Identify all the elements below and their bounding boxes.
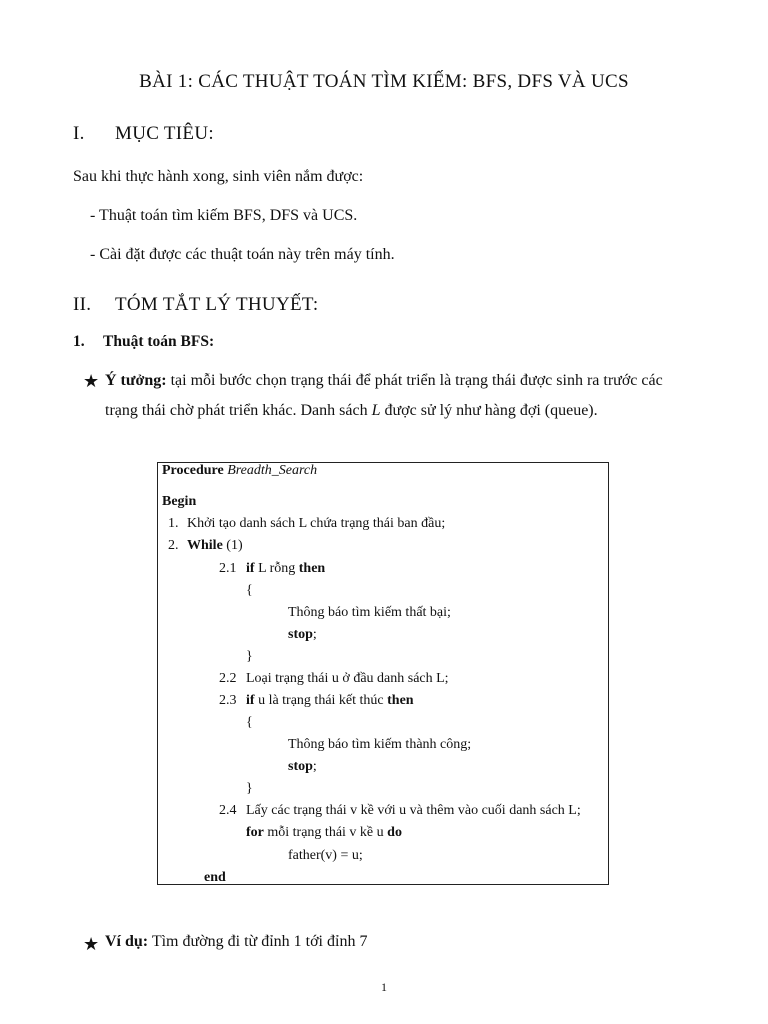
example-text: Tìm đường đi từ đỉnh 1 tới đỉnh 7 bbox=[148, 933, 368, 950]
objective-item: - Thuật toán tìm kiếm BFS, DFS và UCS. bbox=[90, 207, 358, 224]
idea-label: Ý tưởng: bbox=[105, 372, 167, 389]
section-heading-objectives bbox=[73, 123, 214, 145]
code-text: u là trạng thái kết thúc bbox=[254, 693, 388, 708]
code-line-number: 2.2 bbox=[219, 671, 237, 686]
keyword: if bbox=[246, 561, 255, 576]
section-title: TÓM TẮT LÝ THUYẾT: bbox=[115, 294, 319, 315]
code-brace-close: } bbox=[246, 649, 253, 664]
code-line-for bbox=[246, 825, 402, 841]
example-label: Ví dụ: bbox=[105, 933, 149, 950]
code-line-number: 1. bbox=[168, 516, 179, 531]
keyword: for bbox=[246, 825, 264, 840]
code-line-end bbox=[204, 870, 226, 886]
keyword: stop bbox=[288, 627, 313, 642]
subsection-title: Thuật toán BFS: bbox=[103, 333, 215, 350]
keyword: end bbox=[204, 870, 226, 885]
code-line-stop bbox=[288, 759, 317, 775]
keyword: then bbox=[298, 561, 326, 576]
code-text: mỗi trạng thái v kề u bbox=[263, 825, 388, 840]
code-brace-open: { bbox=[246, 583, 253, 598]
code-line-remove-state: Loại trạng thái u ở đầu danh sách L; bbox=[246, 671, 449, 686]
idea-variable: L bbox=[371, 401, 381, 419]
page-title: BÀI 1: CÁC THUẬT TOÁN TÌM KIẾM: BFS, DFS VÀ UCS bbox=[139, 71, 629, 92]
keyword: stop bbox=[288, 759, 313, 774]
section-number: II. bbox=[73, 294, 92, 315]
star-bullet-icon: ★ bbox=[83, 371, 100, 391]
code-line-father: father(v) = u; bbox=[288, 848, 363, 863]
code-text: ; bbox=[312, 759, 317, 774]
idea-text: tại mỗi bước chọn trạng thái để phát triển là trạng thái được sinh ra trước các trạng thái chờ phát triển khác. Danh sách bbox=[105, 372, 663, 419]
idea-paragraph bbox=[105, 366, 695, 425]
code-line-stop bbox=[288, 627, 317, 643]
keyword: Begin bbox=[162, 494, 197, 509]
code-line-begin bbox=[162, 494, 196, 510]
code-brace-close: } bbox=[246, 781, 253, 796]
code-text: ; bbox=[312, 627, 317, 642]
code-line-number: 2.3 bbox=[219, 693, 237, 708]
code-line-procedure bbox=[162, 463, 317, 479]
objective-item: - Cài đặt được các thuật toán này trên máy tính. bbox=[90, 246, 395, 263]
code-line-number: 2.1 bbox=[219, 561, 237, 576]
code-line-fail-message: Thông báo tìm kiếm thất bại; bbox=[288, 605, 451, 620]
section-number: I. bbox=[73, 123, 85, 144]
section-heading-theory bbox=[73, 294, 318, 316]
code-line-number: 2. bbox=[168, 538, 179, 553]
idea-text: được sử lý như hàng đợi (queue). bbox=[380, 401, 598, 419]
code-line-if-empty bbox=[246, 561, 325, 577]
example-paragraph bbox=[105, 933, 367, 951]
keyword: Procedure bbox=[162, 463, 224, 478]
code-line-expand: Lấy các trạng thái v kề với u và thêm vào cuối danh sách L; bbox=[246, 803, 581, 818]
code-line-number: 2.4 bbox=[219, 803, 237, 818]
code-text: L rỗng bbox=[254, 561, 299, 576]
subsection-heading-bfs bbox=[73, 333, 214, 351]
pseudocode-box bbox=[157, 462, 609, 885]
keyword: While bbox=[187, 538, 223, 553]
objectives-intro: Sau khi thực hành xong, sinh viên nắm được: bbox=[73, 168, 364, 185]
section-title: MỤC TIÊU: bbox=[115, 123, 214, 144]
keyword: if bbox=[246, 693, 255, 708]
code-line-while bbox=[187, 538, 243, 554]
page-number: 1 bbox=[381, 980, 387, 994]
keyword: do bbox=[387, 825, 402, 840]
code-line-text: Khởi tạo danh sách L chứa trạng thái ban đầu; bbox=[187, 516, 446, 531]
procedure-name: Breadth_Search bbox=[223, 463, 318, 478]
code-line-success-message: Thông báo tìm kiếm thành công; bbox=[288, 737, 472, 752]
star-bullet-icon: ★ bbox=[83, 934, 100, 954]
subsection-number: 1. bbox=[73, 333, 85, 350]
code-text: (1) bbox=[222, 538, 243, 553]
keyword: then bbox=[387, 693, 414, 708]
code-brace-open: { bbox=[246, 715, 253, 730]
code-line-if-goal bbox=[246, 693, 414, 709]
